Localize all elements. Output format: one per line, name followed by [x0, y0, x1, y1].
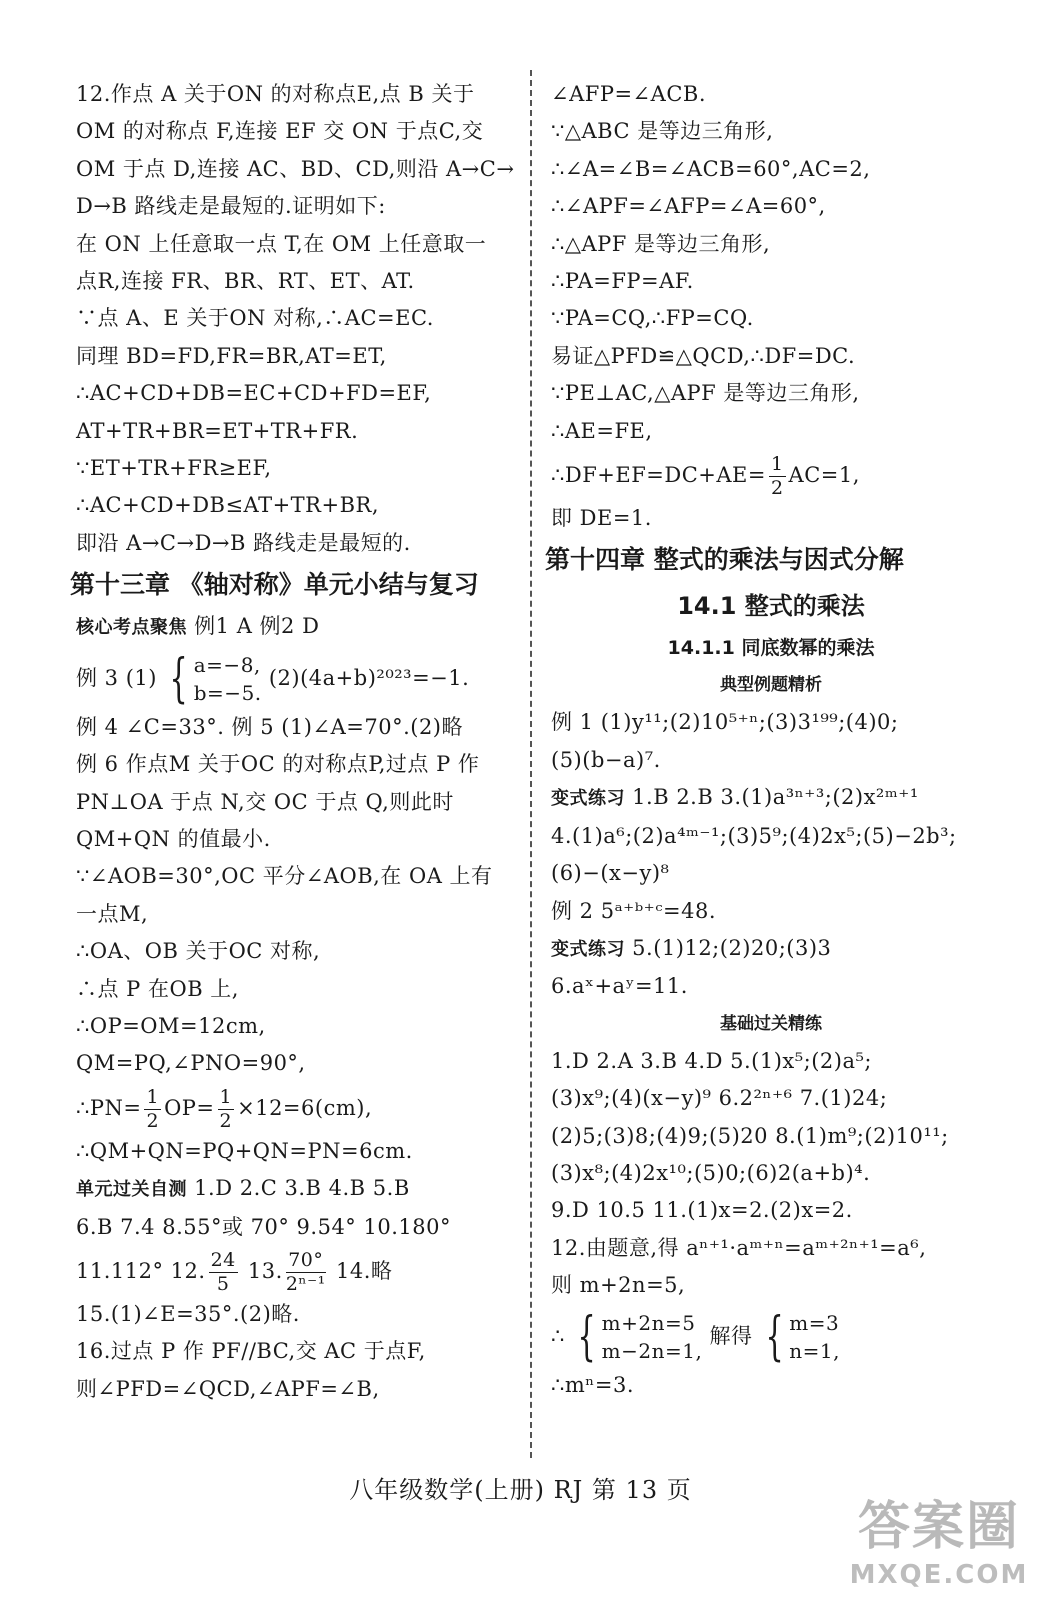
chapter-13-title: 第十三章 《轴对称》单元小结与复习 [70, 570, 479, 600]
watermark-logo [849, 1488, 1029, 1593]
system-rows [602, 1309, 703, 1365]
equation-system [572, 1307, 703, 1368]
denominator: 2ⁿ⁻¹ [285, 1272, 326, 1295]
variant-label: 变式练习 [551, 788, 625, 810]
text-line: (3)x⁹;(4)(x−y)⁹ 6.2²ⁿ⁺⁶ 7.(1)24; [551, 1086, 888, 1111]
text-line: ∴AC+CD+DB=EC+CD+FD=EF, [76, 381, 432, 406]
left-column [70, 76, 526, 1408]
text-line: PN⊥OA 于点 N,交 OC 于点 Q,则此时 [76, 789, 454, 814]
numerator: 1 [219, 1085, 233, 1108]
text-line: ∴∠APF=∠AFP=∠A=60°, [551, 194, 826, 219]
answer-part: 13. [240, 1258, 283, 1283]
equation-system [164, 649, 262, 710]
basic-practice-heading: 基础过关精练 [720, 1013, 822, 1034]
answer-part: 14.略 [328, 1258, 393, 1283]
text-line: 6.B 7.4 8.55°或 70° 9.54° 10.180° [76, 1214, 451, 1239]
text-line: 16.过点 P 作 PF//BC,交 AC 于点F, [76, 1339, 426, 1364]
system-row: m+2n=5 [601, 1311, 696, 1336]
left-brace: { [577, 1307, 597, 1368]
text-line: (6)−(x−y)⁸ [551, 861, 670, 886]
text-line: (5)(b−a)⁷. [551, 747, 661, 772]
column-divider [530, 70, 532, 1458]
text-line: (3)x⁸;(4)2x¹⁰;(5)0;(6)2(a+b)⁴. [551, 1160, 871, 1185]
text-line: 同理 BD=FD,FR=BR,AT=ET, [76, 343, 387, 368]
system-row: n=1, [789, 1339, 841, 1364]
numerator: 1 [146, 1085, 160, 1108]
numerator: 70° [286, 1251, 326, 1273]
example-3-prefix: 例 3 (1) [76, 665, 157, 690]
text-line: 则 m+2n=5, [551, 1273, 686, 1298]
system-rows [789, 1309, 840, 1365]
fraction [285, 1248, 326, 1295]
text-line: ∵∠AOB=30°,OC 平分∠AOB,在 OA 上有 [76, 864, 493, 889]
text-line: ∴点 P 在OB 上, [76, 976, 239, 1001]
section-14-1-title: 14.1 整式的乘法 [677, 592, 865, 621]
solve-label: 解得 [709, 1323, 753, 1348]
text-line: QM+QN 的值最小. [76, 826, 271, 851]
text-line: (2)5;(3)8;(4)9;(5)20 8.(1)m⁹;(2)10¹¹; [551, 1123, 949, 1148]
text-line: OM 的对称点 F,连接 EF 交 ON 于点C,交 [76, 119, 484, 144]
text-line: ∴QM+QN=PQ+QN=PN=6cm. [76, 1138, 413, 1163]
text-line: ∵PA=CQ,∴FP=CQ. [551, 306, 754, 331]
text-line: 例 4 ∠C=33°. 例 5 (1)∠A=70°.(2)略 [76, 714, 464, 739]
equation-part: AC=1, [788, 463, 860, 488]
watermark-text: 答案圈 [857, 1497, 1020, 1557]
equation-part: OP= [164, 1095, 215, 1120]
test-answers: 1.D 2.C 3.B 4.B 5.B [187, 1176, 410, 1201]
focus-label: 核心考点聚焦 [76, 617, 187, 639]
text-line: 6.aˣ+aʸ=11. [551, 974, 688, 999]
system-rows [194, 651, 262, 707]
text-line: ∴OP=OM=12cm, [76, 1013, 266, 1038]
typical-examples-heading: 典型例题精析 [720, 675, 822, 696]
text-line: 9.D 10.5 11.(1)x=2.(2)x=2. [551, 1198, 853, 1223]
text-line: 在 ON 上任意取一点 T,在 OM 上任意取一 [76, 231, 487, 256]
text-line: ∴∠A=∠B=∠ACB=60°,AC=2, [551, 156, 871, 181]
text-line: OM 于点 D,连接 AC、BD、CD,则沿 A→C→ [76, 156, 515, 181]
variant-answers: 5.(1)12;(2)20;(3)3 [625, 935, 832, 960]
system-solution-line [551, 1305, 991, 1367]
text-line: 点R,连接 FR、BR、RT、ET、AT. [76, 269, 415, 294]
therefore-symbol: ∴ [551, 1323, 565, 1348]
text-line: D→B 路线走是最短的.证明如下: [76, 194, 386, 219]
denominator: 2 [219, 1109, 233, 1132]
text-line: ∵ET+TR+FR≥EF, [76, 456, 272, 481]
equation-part: ∴PN= [76, 1095, 142, 1120]
text-line: 即沿 A→C→D→B 路线走是最短的. [76, 530, 411, 555]
text-line: 即 DE=1. [551, 506, 652, 531]
focus-answers: 例1 A 例2 D [187, 614, 320, 639]
df-equation-line [551, 450, 991, 500]
fraction [144, 1085, 161, 1132]
system-row: a=−8, [193, 653, 261, 678]
text-line: QM=PQ,∠PNO=90°, [76, 1051, 306, 1076]
text-line: 例 2 5ᵃ⁺ᵇ⁺ᶜ=48. [551, 898, 717, 923]
system-row: m−2n=1, [601, 1339, 703, 1364]
text-line: 例 6 作点M 关于OC 的对称点P,过点 P 作 [76, 752, 480, 777]
text-line: 12.由题意,得 aⁿ⁺¹·aᵐ⁺ⁿ=aᵐ⁺²ⁿ⁺¹=a⁶, [551, 1235, 927, 1260]
text-line: ∠AFP=∠ACB. [551, 82, 706, 106]
text-line: 4.(1)a⁶;(2)a⁴ᵐ⁻¹;(3)5⁹;(4)2x⁵;(5)−2b³; [551, 823, 957, 848]
text-line: 15.(1)∠E=35°.(2)略. [76, 1301, 300, 1326]
test-line [76, 1170, 526, 1208]
solution-system [760, 1307, 841, 1368]
text-line: 一点M, [76, 901, 149, 926]
text-line: ∴AC+CD+DB≤AT+TR+BR, [76, 493, 380, 518]
system-row: b=−5. [193, 681, 262, 706]
text-line: 则∠PFD=∠QCD,∠APF=∠B, [76, 1376, 380, 1401]
fraction [218, 1085, 235, 1132]
answer-part: 11.112° 12. [76, 1258, 206, 1283]
denominator: 2 [770, 477, 784, 500]
test-label: 单元过关自测 [76, 1179, 187, 1201]
equation-part: ∴DF+EF=DC+AE= [551, 463, 766, 488]
text-line: 例 1 (1)y¹¹;(2)10⁵⁺ⁿ;(3)3¹⁹⁹;(4)0; [551, 710, 899, 735]
section-14-1-1-title: 14.1.1 同底数幂的乘法 [667, 637, 875, 660]
variant-label: 变式练习 [551, 938, 625, 960]
denominator: 5 [216, 1272, 230, 1295]
variant-answers: 1.B 2.B 3.(1)a³ⁿ⁺³;(2)x²ᵐ⁺¹ [625, 785, 919, 810]
text-line: 12.作点 A 关于ON 的对称点E,点 B 关于 [76, 82, 475, 106]
text-line: ∴△APF 是等边三角形, [551, 231, 771, 256]
page-footer: 八年级数学(上册) RJ 第 13 页 [349, 1476, 692, 1504]
watermark-site: MXQE.COM [849, 1560, 1029, 1590]
denominator: 2 [146, 1109, 160, 1132]
text-line: ∴mⁿ=3. [551, 1372, 634, 1397]
numerator: 24 [210, 1248, 236, 1271]
variant-practice-line [551, 779, 991, 817]
example-3-line [76, 647, 526, 709]
left-brace: { [169, 649, 189, 710]
text-line: ∵PE⊥AC,△APF 是等边三角形, [551, 381, 860, 406]
fraction [769, 455, 786, 498]
left-brace: { [765, 1307, 784, 1368]
equation-part: ×12=6(cm), [237, 1095, 373, 1120]
fraction [209, 1248, 238, 1295]
focus-line [76, 608, 526, 646]
text-line: ∵△ABC 是等边三角形, [551, 119, 774, 144]
text-line: ∴PA=FP=AF. [551, 269, 694, 294]
answers-11-14-line [76, 1246, 526, 1296]
text-line: 易证△PFD≌△QCD,∴DF=DC. [551, 343, 856, 368]
text-line: AT+TR+BR=ET+TR+FR. [76, 418, 359, 443]
numerator: 1 [770, 453, 784, 476]
right-column [545, 76, 991, 1404]
system-row: m=3 [789, 1311, 840, 1336]
variant-practice-line [551, 930, 991, 968]
pn-equation-line [76, 1083, 526, 1133]
chapter-14-title: 第十四章 整式的乘法与因式分解 [545, 545, 904, 575]
text-line: ∴AE=FE, [551, 418, 653, 443]
example-3-suffix: (2)(4a+b)²⁰²³=−1. [268, 665, 470, 690]
text-line: 1.D 2.A 3.B 4.D 5.(1)x⁵;(2)a⁵; [551, 1048, 872, 1073]
text-line: ∵点 A、E 关于ON 对称,∴AC=EC. [76, 306, 434, 331]
text-line: ∴OA、OB 关于OC 对称, [76, 939, 321, 964]
